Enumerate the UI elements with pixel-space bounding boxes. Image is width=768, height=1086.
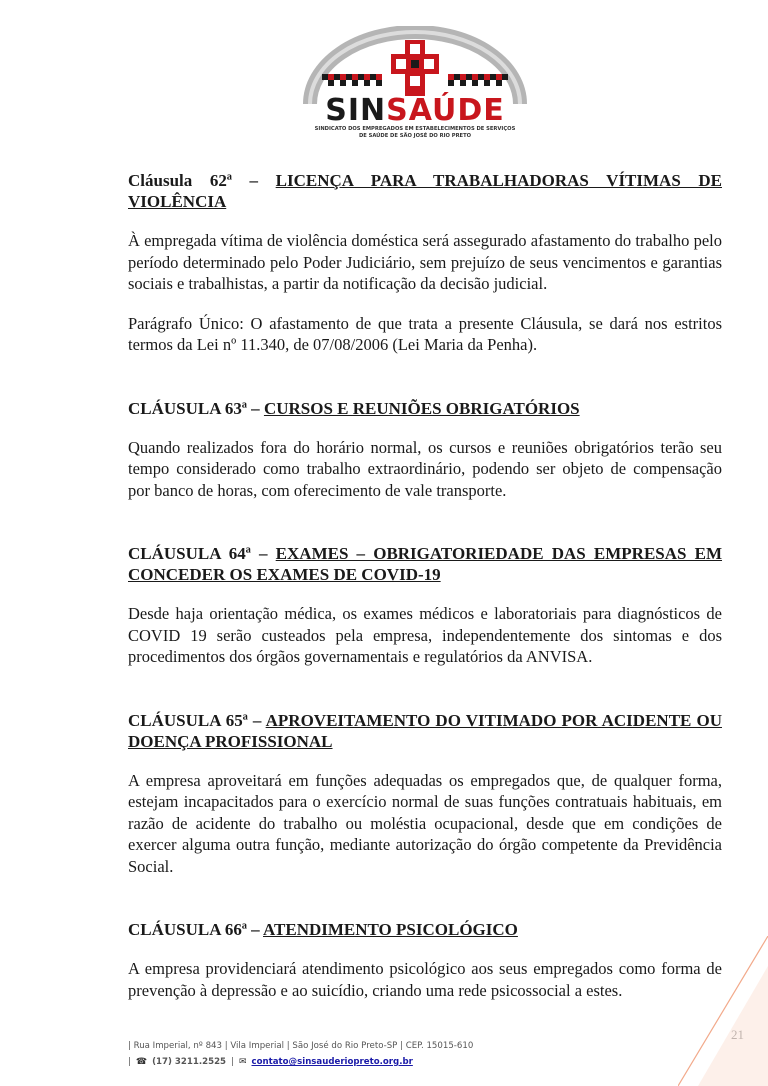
logo-subtitle-line2: DE SAÚDE DE SÃO JOSÉ DO RIO PRETO [358, 133, 472, 139]
clause-paragraph: À empregada vítima de violência doméstica será assegurado afastamento do trabalho pelo período determinado pelo Poder Judiciário, sem prejuízo de seus vencimentos e garantias sociais e trabalhistas, a partir da notificação da decisão judicial. [128, 231, 722, 293]
document-body [128, 170, 722, 1019]
clause-paragraph: A empresa providenciará atendimento psicológico aos seus empregados como forma de prevenção à depressão e ao suicídio, criando uma rede psicossocial a estes. [128, 959, 722, 1000]
clause-title: ATENDIMENTO PSICOLÓGICO [263, 920, 518, 939]
phone-icon: ☎ [135, 1057, 148, 1067]
clause-paragraph: Quando realizados fora do horário normal, os cursos e reuniões obrigatórios terão seu tempo considerado como trabalho extraordinário, podendo ser objeto de compensação por banco de horas, com oferecimento de vale transporte. [128, 437, 722, 500]
footer-address: | Rua Imperial, nº 843 | Vila Imperial | São José do Rio Preto-SP | CEP. 15015-610 [128, 1041, 474, 1051]
clause-heading [128, 170, 722, 212]
sinsaude-logo [300, 26, 530, 139]
page-footer [128, 1038, 473, 1070]
clause-number: CLÁUSULA 63ª – [128, 398, 260, 418]
clause-title: LICENÇA PARA TRABALHADORAS VÍTIMAS DE VIOLÊNCIA [128, 171, 722, 211]
clause-heading [128, 543, 722, 585]
clause-63 [128, 398, 722, 502]
clause-heading [128, 398, 722, 419]
logo-wordmark-saude: SAÚDE [386, 93, 505, 128]
clause-65 [128, 710, 722, 878]
clause-paragraph: A empresa aproveitará em funções adequadas os empregados que, de qualquer forma, estejam incapacitados para o exercício normal de suas funções contratuais habituais, em razão de acidente do trabalho ou moléstia ocupacional, desde que em condições de exercer alguma outra função, mediante autorização do órgão competente da Previdência Social. [128, 770, 722, 876]
clause-number: Cláusula 62ª – [128, 171, 259, 190]
footer-contact-line [128, 1054, 473, 1070]
clause-number: CLÁUSULA 66ª – [128, 920, 260, 939]
footer-phone: (17) 3211.2525 [152, 1057, 227, 1067]
clause-title: CURSOS E REUNIÕES OBRIGATÓRIOS [263, 398, 580, 418]
clause-number: CLÁUSULA 65ª – [128, 710, 262, 730]
logo-wordmark [300, 93, 530, 128]
clause-title: APROVEITAMENTO DO VITIMADO POR ACIDENTE OU DOENÇA PROFISSIONAL [128, 710, 722, 751]
logo-wordmark-sin: SIN [325, 93, 387, 128]
envelope-icon: ✉ [238, 1057, 247, 1067]
clause-66 [128, 919, 722, 1001]
corner-decoration [678, 936, 768, 1086]
clause-heading [128, 710, 722, 752]
clause-64 [128, 543, 722, 668]
clause-title: EXAMES – OBRIGATORIEDADE DAS EMPRESAS EM CONCEDER OS EXAMES DE COVID-19 [128, 544, 723, 584]
footer-email-link[interactable]: contato@sinsauderiopreto.org.br [251, 1057, 413, 1067]
clause-paragraph: Desde haja orientação médica, os exames médicos e laboratoriais para diagnósticos de COVID 19 serão custeados pela empresa, independentemente dos sintomas e dos procedimentos dos órgãos governamentais e regulatórios da ANVISA. [128, 604, 722, 666]
clause-paragraph: Parágrafo Único: O afastamento de que trata a presente Cláusula, se dará nos estritos termos da Lei nº 11.340, de 07/08/2006 (Lei Maria da Penha). [128, 313, 722, 354]
logo-subtitle-line1: SINDICATO DOS EMPREGADOS EM ESTABELECIMENTOS DE SERVIÇOS [314, 126, 516, 132]
clause-number: CLÁUSULA 64ª – [128, 544, 268, 563]
clause-heading [128, 919, 722, 940]
footer-separator: | [128, 1057, 131, 1067]
footer-separator: | [231, 1057, 234, 1067]
clause-62 [128, 170, 722, 356]
